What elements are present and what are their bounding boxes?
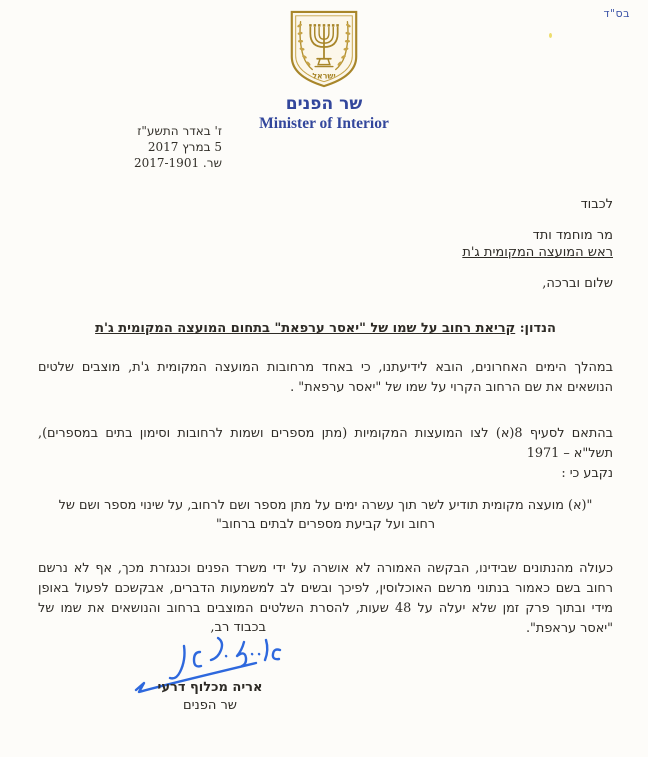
subject-label: הנדון: (515, 321, 556, 337)
scan-artifact (549, 33, 552, 38)
paragraph-3: כעולה מהנתונים שבידינו, הבקשה האמורה לא אושרה על ידי משרד הפנים וכנגזרת מכך, אף לא נרשם רחוב בשם כאמור בנתוני מרשם האוכלוסין, לפיכך ובשים לב למשמעות הדברים, אבקשכם לפעול באופן מידי ובתוך פרק זמן שלא יעלה על 48 שעות, להסרת השלטים המוצבים ברחוב והנושאים את שמו של "יאסר עראפת". (38, 561, 613, 636)
letterhead (0, 0, 648, 133)
greeting-line: שלום וברכה, (542, 275, 613, 291)
signer-title: שר הפנים (182, 698, 238, 713)
emblem-caption: ישראל (312, 71, 336, 81)
date-reference-block (72, 124, 222, 171)
recipient-title: ראש המועצה המקומית ג'ת (462, 245, 613, 261)
subject-text: קריאת רחוב על שמו של "יאסר ערפאת" בתחום המועצה המקומית ג'ת (95, 321, 516, 337)
reference-number: שר. 2017-1901 (133, 155, 222, 170)
recipient-salutation: לכבוד (580, 197, 613, 212)
paragraph-2: בהתאם לסעיף 8(א) לצו המועצות המקומיות (מתן מספרים ושמות לרחובות וסימון בתים במספרים), תשל"א – 1971 (38, 426, 613, 461)
signature-block (138, 620, 282, 720)
legal-quote: "(א) מועצה מקומית תודיע לשר תוך עשרה ימים על מתן מספר ושם לרחוב, על שינוי מספר ושם של רחוב ועל קביעת מספרים לבתים ברחוב" (58, 497, 593, 533)
recipient-block (38, 197, 613, 291)
recipient-name: מר מוחמד ותד (532, 227, 613, 243)
bsd-inscription: בס"ד (603, 7, 630, 20)
signer-name: אריה מכלוף דרעי (157, 680, 263, 695)
paragraph-1: במהלך הימים האחרונים, הובא לידיעתנו, כי באחד מרחובות המועצה המקומית ג'ת, מוצבים שלטים הנושאים את שם הרחוב הקרוי על שמו של "יאסר ערפאת" . (38, 360, 613, 396)
letter-body (0, 197, 648, 638)
gregorian-date: 5 במרץ 2017 (147, 139, 222, 154)
israel-state-emblem-icon (0, 8, 648, 90)
subject-line (38, 321, 613, 336)
hebrew-date: ז' באדר התשע"ז (137, 124, 222, 138)
minister-title-english: Minister of Interior (259, 115, 389, 132)
minister-title-hebrew: שר הפנים (285, 94, 363, 114)
paragraph-2-suffix: נקבע כי : (561, 465, 613, 481)
closing-line: בכבוד רב, (210, 620, 266, 635)
